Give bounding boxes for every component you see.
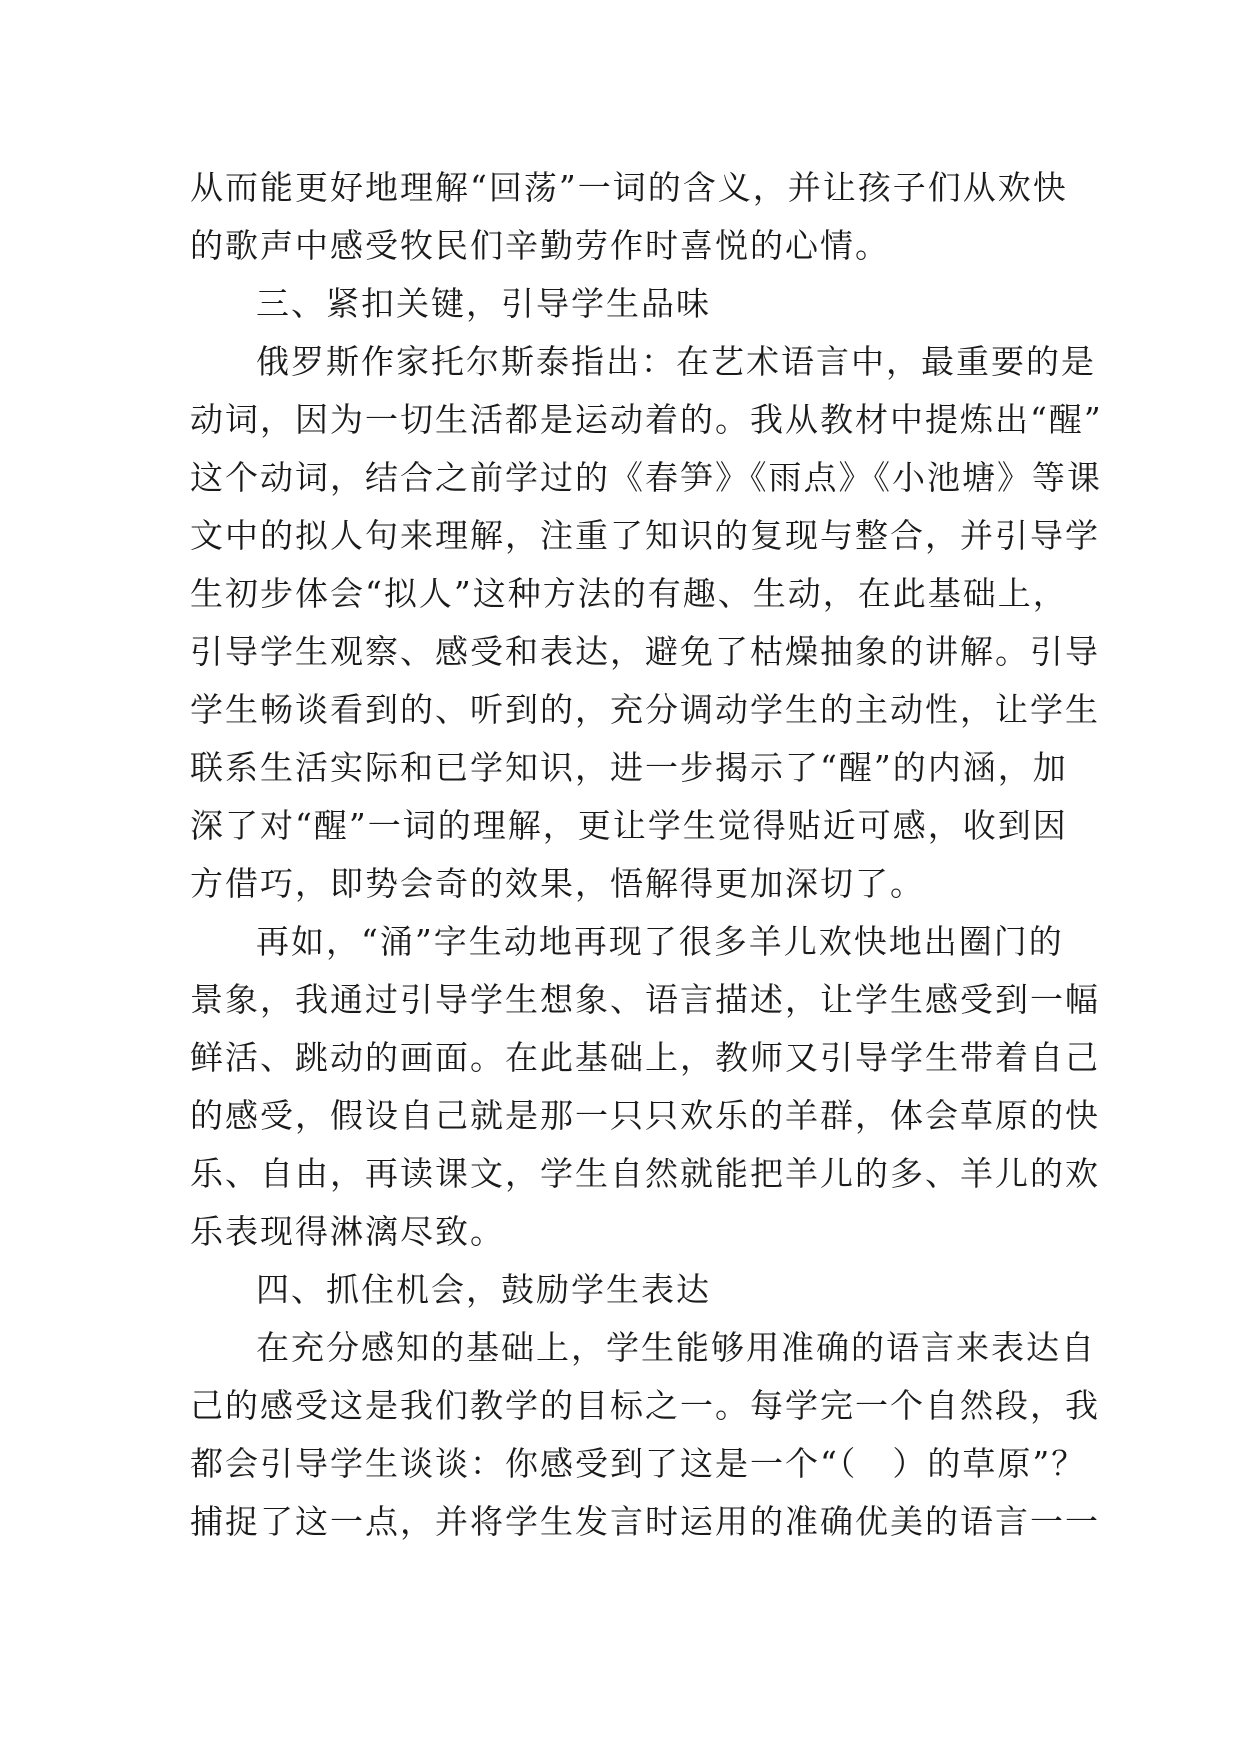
text-line: 引导学生观察、感受和表达，避免了枯燥抽象的讲解。引导	[190, 632, 1100, 671]
text-line: 方借巧，即势会奇的效果，悟解得更加深切了。	[190, 864, 925, 903]
text-line: 鲜活、跳动的画面。在此基础上，教师又引导学生带着自己	[190, 1038, 1100, 1077]
document-body	[190, 159, 1103, 1551]
text-line: 联系生活实际和已学知识，进一步揭示了“醒”的内涵，加	[190, 748, 1068, 787]
text-line: 己的感受这是我们教学的目标之一。每学完一个自然段，我	[190, 1386, 1100, 1425]
text-line: 再如，“涌”字生动地再现了很多羊儿欢快地出圈门的	[256, 922, 1064, 961]
text-line: 从而能更好地理解“回荡”一词的含义，并让孩子们从欢快	[190, 168, 1068, 207]
text-line: 捕捉了这一点，并将学生发言时运用的准确优美的语言一一	[190, 1502, 1100, 1541]
text-line: 乐、自由，再读课文，学生自然就能把羊儿的多、羊儿的欢	[190, 1154, 1100, 1193]
text-line: 俄罗斯作家托尔斯泰指出：在艺术语言中，最重要的是	[256, 342, 1096, 381]
text-line: 景象，我通过引导学生想象、语言描述，让学生感受到一幅	[190, 980, 1100, 1019]
text-line: 四、抓住机会，鼓励学生表达	[256, 1270, 711, 1309]
text-line: 三、紧扣关键，引导学生品味	[256, 284, 711, 323]
text-line: 学生畅谈看到的、听到的，充分调动学生的主动性，让学生	[190, 690, 1100, 729]
text-line: 文中的拟人句来理解，注重了知识的复现与整合，并引导学	[190, 516, 1100, 555]
text-line: 动词，因为一切生活都是运动着的。我从教材中提炼出“醒”	[190, 400, 1103, 439]
text-line: 这个动词，结合之前学过的《春笋》《雨点》《小池塘》等课	[190, 458, 1102, 497]
text-line: 的感受，假设自己就是那一只只欢乐的羊群，体会草原的快	[190, 1096, 1100, 1135]
text-line: 的歌声中感受牧民们辛勤劳作时喜悦的心情。	[190, 226, 890, 265]
text-line: 在充分感知的基础上，学生能够用准确的语言来表达自	[256, 1328, 1096, 1367]
text-line: 乐表现得淋漓尽致。	[190, 1212, 505, 1251]
text-line: 深了对“醒”一词的理解，更让学生觉得贴近可感，收到因	[190, 806, 1068, 845]
text-line: 生初步体会“拟人”这种方法的有趣、生动，在此基础上，	[190, 574, 1068, 613]
text-line: 都会引导学生谈谈：你感受到了这是一个“（ ）的草原”？	[190, 1444, 1087, 1483]
